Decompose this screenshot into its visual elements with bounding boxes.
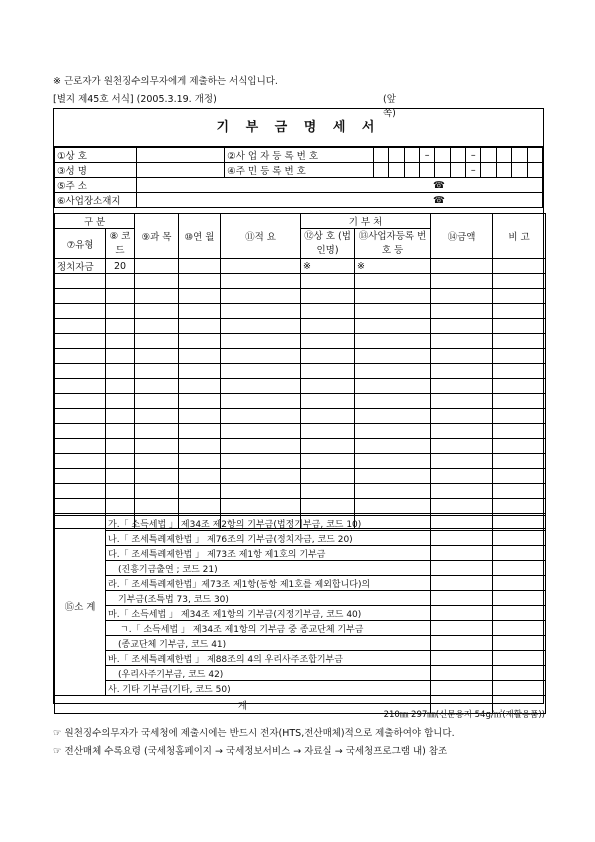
table-row <box>55 409 546 424</box>
table-cell[interactable] <box>135 439 179 454</box>
table-row <box>55 289 546 304</box>
table-cell[interactable] <box>355 289 431 304</box>
table-cell[interactable] <box>221 319 301 334</box>
table-cell[interactable] <box>179 409 221 424</box>
table-cell[interactable] <box>106 334 135 349</box>
table-cell[interactable] <box>135 304 179 319</box>
amount-header: ⑭금액 <box>431 214 493 259</box>
table-cell[interactable] <box>355 484 431 499</box>
table-cell[interactable] <box>135 319 179 334</box>
subtotal-item: (진흥기금출연 ; 코드 21) <box>106 561 431 576</box>
workplace-address-label: ⑥사업장소재지 <box>55 193 137 208</box>
table-cell[interactable] <box>106 364 135 379</box>
subtotal-item: 바.「 조세특례제한법 」 제88조의 4의 우리사주조합기부금 <box>106 651 431 666</box>
table-cell[interactable] <box>493 274 546 289</box>
form-reference <box>53 91 396 119</box>
table-cell[interactable] <box>431 409 493 424</box>
table-cell[interactable] <box>55 274 106 289</box>
workplace-address-input[interactable] <box>137 193 543 208</box>
table-cell[interactable] <box>301 349 355 364</box>
table-cell[interactable] <box>135 469 179 484</box>
table-cell[interactable] <box>431 499 493 514</box>
donation-detail-table <box>54 213 546 529</box>
table-cell[interactable] <box>221 349 301 364</box>
phone-icon: ☎ <box>433 194 445 206</box>
table-cell[interactable] <box>106 349 135 364</box>
table-cell[interactable] <box>106 379 135 394</box>
subtotal-item: 마.「 소득세법 」 제34조 제1항의 기부금(지정기부금, 코드 40) <box>106 606 431 621</box>
table-cell[interactable] <box>301 409 355 424</box>
subtotal-item: 가.「 소득세법 」 제34조 제2항의 기부금(법정기부금, 코드 10) <box>106 516 431 531</box>
subtotal-remarks-cell[interactable] <box>493 651 546 666</box>
subtotal-amount-cell[interactable] <box>431 621 493 636</box>
table-cell[interactable] <box>135 289 179 304</box>
table-row <box>55 379 546 394</box>
subtotal-remarks-cell[interactable] <box>493 531 546 546</box>
subtotal-amount-cell[interactable] <box>431 681 493 696</box>
subtotal-amount-cell[interactable] <box>431 651 493 666</box>
subtotal-remarks-cell[interactable] <box>493 561 546 576</box>
table-row <box>55 439 546 454</box>
total-label: 계 <box>55 696 431 714</box>
table-cell[interactable] <box>355 319 431 334</box>
table-cell[interactable] <box>493 289 546 304</box>
table-cell[interactable] <box>55 364 106 379</box>
info-table <box>54 147 543 208</box>
table-cell[interactable] <box>55 424 106 439</box>
business-reg-no-label: ②사 업 자 등 록 번 호 <box>225 148 374 163</box>
code-header: ⑧ 코드 <box>106 229 135 259</box>
donee-name-cell[interactable]: ※ <box>301 259 355 274</box>
table-cell[interactable] <box>431 304 493 319</box>
subtotal-table <box>54 515 546 714</box>
table-cell[interactable] <box>135 334 179 349</box>
subtotal-remarks-cell[interactable] <box>493 636 546 651</box>
table-cell[interactable] <box>55 334 106 349</box>
table-cell[interactable] <box>106 424 135 439</box>
media-note: ☞ 전산매체 수록요령 (국세청홈페이지 → 국세정보서비스 → 자료실 → 국세청프로그램 내) 참조 <box>53 746 448 757</box>
table-cell[interactable] <box>135 499 179 514</box>
table-cell[interactable] <box>493 484 546 499</box>
table-cell[interactable] <box>221 484 301 499</box>
table-cell[interactable] <box>493 364 546 379</box>
table-cell[interactable] <box>179 304 221 319</box>
table-cell[interactable] <box>135 409 179 424</box>
table-cell[interactable] <box>301 379 355 394</box>
table-row <box>55 394 546 409</box>
table-cell[interactable] <box>431 289 493 304</box>
table-cell[interactable] <box>221 424 301 439</box>
table-cell[interactable] <box>179 289 221 304</box>
table-cell[interactable] <box>179 469 221 484</box>
business-name-label: ①상 호 <box>55 148 137 163</box>
subtotal-amount-cell[interactable] <box>431 666 493 681</box>
table-cell[interactable] <box>493 499 546 514</box>
subtotal-remarks-cell[interactable] <box>493 591 546 606</box>
table-cell[interactable] <box>493 304 546 319</box>
table-cell[interactable] <box>55 454 106 469</box>
subtotal-item: 다.「 조세특례제한법 」 제73조 제1항 제1호의 기부금 <box>106 546 431 561</box>
table-cell[interactable] <box>135 349 179 364</box>
table-cell[interactable] <box>301 274 355 289</box>
subtotal-amount-cell[interactable] <box>431 546 493 561</box>
table-cell[interactable] <box>106 304 135 319</box>
subtotal-label: ⑮소 계 <box>55 516 106 696</box>
table-cell[interactable] <box>106 319 135 334</box>
subtotal-amount-cell[interactable] <box>431 561 493 576</box>
phone-icon: ☎ <box>433 179 445 191</box>
table-cell[interactable] <box>221 304 301 319</box>
table-cell[interactable] <box>179 454 221 469</box>
table-cell[interactable] <box>135 364 179 379</box>
business-name-input[interactable] <box>137 148 225 163</box>
table-cell[interactable] <box>179 499 221 514</box>
table-cell[interactable] <box>106 484 135 499</box>
subtotal-remarks-cell[interactable] <box>493 516 546 531</box>
table-cell[interactable] <box>355 469 431 484</box>
table-row <box>55 274 546 289</box>
remarks-header: 비 고 <box>493 214 546 259</box>
table-cell[interactable] <box>221 364 301 379</box>
paper-size-note: 210㎜ 297㎜(신문용지 54g/㎡(재활용품)) <box>383 710 545 720</box>
subtotal-amount-cell[interactable] <box>431 576 493 591</box>
subtotal-item: (종교단체 기부금, 코드 41) <box>106 636 431 651</box>
reg-dash: – <box>419 148 434 163</box>
table-cell[interactable] <box>55 409 106 424</box>
subject-header: ⑨과 목 <box>135 214 179 259</box>
subtotal-remarks-cell[interactable] <box>493 606 546 621</box>
table-cell[interactable] <box>106 394 135 409</box>
table-cell[interactable] <box>355 454 431 469</box>
table-cell[interactable] <box>221 499 301 514</box>
table-cell[interactable] <box>301 484 355 499</box>
resident-dash: – <box>466 163 481 178</box>
subtotal-item: 라.「 조세특례제한법」제73조 제1항(동항 제1호를 제외합니다)의 <box>106 576 431 591</box>
table-cell[interactable] <box>106 439 135 454</box>
table-row <box>55 319 546 334</box>
table-cell[interactable] <box>221 289 301 304</box>
table-cell[interactable] <box>221 409 301 424</box>
table-row <box>55 334 546 349</box>
table-cell[interactable] <box>301 319 355 334</box>
table-cell[interactable] <box>431 484 493 499</box>
table-cell[interactable] <box>301 334 355 349</box>
blank-rows <box>55 274 546 529</box>
table-cell[interactable] <box>106 499 135 514</box>
table-cell[interactable] <box>221 394 301 409</box>
subtotal-remarks-cell[interactable] <box>493 576 546 591</box>
table-cell[interactable] <box>493 379 546 394</box>
table-cell[interactable] <box>355 334 431 349</box>
submission-note: ☞ 원천징수의무자가 국세청에 제출시에는 반드시 전자(HTS,전산매체)적으로 제출하여야 합니다. <box>53 728 455 739</box>
subtotal-item: 기부금(조특법 73, 코드 30) <box>106 591 431 606</box>
table-cell[interactable] <box>431 364 493 379</box>
resident-reg-no-label: ④주 민 등 록 번 호 <box>225 163 374 178</box>
month-header: ⑩연 월 <box>179 214 221 259</box>
table-cell[interactable] <box>221 379 301 394</box>
table-cell[interactable] <box>179 394 221 409</box>
table-cell[interactable] <box>135 274 179 289</box>
table-cell[interactable] <box>55 304 106 319</box>
table-cell[interactable] <box>493 439 546 454</box>
subtotal-remarks-cell[interactable] <box>493 681 546 696</box>
table-cell[interactable] <box>55 349 106 364</box>
table-cell[interactable] <box>431 424 493 439</box>
table-cell[interactable] <box>301 289 355 304</box>
type-header: ⑦유형 <box>55 229 106 259</box>
code-cell: 20 <box>106 259 135 274</box>
table-row <box>55 424 546 439</box>
table-cell[interactable] <box>179 274 221 289</box>
table-cell[interactable] <box>431 454 493 469</box>
form-number: [별지 제45호 서식] (2005.3.19. 개정) <box>53 94 217 105</box>
category-header: 구 분 <box>55 214 135 229</box>
table-cell[interactable] <box>55 289 106 304</box>
table-cell[interactable] <box>493 334 546 349</box>
table-row <box>55 259 546 274</box>
table-cell[interactable] <box>179 319 221 334</box>
table-cell[interactable] <box>431 439 493 454</box>
subtotal-amount-cell[interactable] <box>431 636 493 651</box>
table-cell[interactable] <box>55 469 106 484</box>
table-cell[interactable] <box>179 364 221 379</box>
table-cell[interactable] <box>355 424 431 439</box>
table-cell[interactable] <box>301 394 355 409</box>
table-cell[interactable] <box>301 304 355 319</box>
table-cell[interactable] <box>355 274 431 289</box>
table-cell[interactable] <box>493 349 546 364</box>
table-cell[interactable] <box>106 274 135 289</box>
subtotal-item: 나.「 조세특례제한법 」 제76조의 기부금(정치자금, 코드 20) <box>106 531 431 546</box>
table-cell[interactable] <box>55 484 106 499</box>
table-cell[interactable] <box>106 409 135 424</box>
table-cell[interactable] <box>431 274 493 289</box>
table-cell[interactable] <box>179 349 221 364</box>
table-row <box>55 304 546 319</box>
table-cell[interactable] <box>55 379 106 394</box>
table-cell[interactable] <box>106 289 135 304</box>
donee-header: 기 부 처 <box>301 214 431 229</box>
table-cell[interactable] <box>221 454 301 469</box>
table-cell[interactable] <box>179 484 221 499</box>
table-row <box>55 484 546 499</box>
subtotal-item: ㄱ.「 소득세법 」 제34조 제1항의 기부금 중 종교단체 기부금 <box>106 621 431 636</box>
address-label: ⑤주 소 <box>55 178 137 193</box>
donee-name-header: ⑫상 호 (법인명) <box>301 229 355 259</box>
table-cell[interactable] <box>55 439 106 454</box>
donee-reg-header: ⑬사업자등록 번호 등 <box>355 229 431 259</box>
table-cell[interactable] <box>55 319 106 334</box>
subtotal-amount-cell[interactable] <box>431 591 493 606</box>
table-cell[interactable] <box>431 379 493 394</box>
table-cell[interactable] <box>221 334 301 349</box>
subtotal-item: 사. 기타 기부금(기타, 코드 50) <box>106 681 431 696</box>
table-cell[interactable] <box>221 439 301 454</box>
table-cell[interactable] <box>179 439 221 454</box>
table-cell[interactable] <box>179 424 221 439</box>
table-row <box>55 499 546 514</box>
table-cell[interactable] <box>493 424 546 439</box>
subtotal-amount-cell[interactable] <box>431 606 493 621</box>
donee-reg-cell[interactable]: ※ <box>355 259 431 274</box>
table-cell[interactable] <box>221 274 301 289</box>
table-cell[interactable] <box>221 469 301 484</box>
table-cell[interactable] <box>431 334 493 349</box>
table-cell[interactable] <box>179 334 221 349</box>
table-cell[interactable] <box>355 379 431 394</box>
subtotal-item: (우리사주기부금, 코드 42) <box>106 666 431 681</box>
table-row <box>55 364 546 379</box>
subtotal-remarks-cell[interactable] <box>493 621 546 636</box>
table-cell[interactable] <box>355 304 431 319</box>
form-title: 기 부 금 명 세 서 <box>54 109 543 147</box>
table-cell[interactable] <box>301 364 355 379</box>
table-cell[interactable] <box>355 439 431 454</box>
reg-dash: – <box>466 148 481 163</box>
table-row <box>55 349 546 364</box>
table-cell[interactable] <box>431 469 493 484</box>
table-cell[interactable] <box>355 409 431 424</box>
table-cell[interactable] <box>301 469 355 484</box>
table-cell[interactable] <box>135 424 179 439</box>
summary-header: ⑪적 요 <box>221 214 301 259</box>
table-cell[interactable] <box>106 469 135 484</box>
table-cell[interactable] <box>179 379 221 394</box>
table-cell[interactable] <box>135 484 179 499</box>
name-input[interactable] <box>137 163 225 178</box>
subtotal-amount-cell[interactable] <box>431 516 493 531</box>
table-cell[interactable] <box>431 394 493 409</box>
table-cell[interactable] <box>493 454 546 469</box>
donation-statement-form <box>53 108 544 712</box>
table-cell[interactable] <box>135 379 179 394</box>
table-cell[interactable] <box>431 349 493 364</box>
table-cell[interactable] <box>301 439 355 454</box>
table-cell[interactable] <box>493 319 546 334</box>
table-cell[interactable] <box>355 364 431 379</box>
form-instruction-note: ※ 근로자가 원천징수의무자에게 제출하는 서식입니다. <box>53 76 278 87</box>
table-cell[interactable] <box>355 349 431 364</box>
table-cell[interactable] <box>301 499 355 514</box>
table-cell[interactable] <box>431 319 493 334</box>
table-row <box>55 454 546 469</box>
table-cell[interactable] <box>493 394 546 409</box>
table-cell[interactable] <box>106 454 135 469</box>
table-cell[interactable] <box>135 454 179 469</box>
page-side-label: (앞 쪽) <box>383 94 396 119</box>
address-input[interactable] <box>137 178 543 193</box>
subtotal-amount-cell[interactable] <box>431 531 493 546</box>
table-row <box>55 469 546 484</box>
type-cell: 정치자금 <box>55 259 106 274</box>
table-cell[interactable] <box>493 409 546 424</box>
table-cell[interactable] <box>55 499 106 514</box>
name-label: ③성 명 <box>55 163 137 178</box>
table-cell[interactable] <box>301 424 355 439</box>
footer-notes <box>53 725 455 761</box>
table-cell[interactable] <box>355 394 431 409</box>
table-cell[interactable] <box>55 394 106 409</box>
table-cell[interactable] <box>493 469 546 484</box>
table-cell[interactable] <box>301 454 355 469</box>
table-cell[interactable] <box>135 394 179 409</box>
subtotal-remarks-cell[interactable] <box>493 546 546 561</box>
subtotal-remarks-cell[interactable] <box>493 666 546 681</box>
table-cell[interactable] <box>355 499 431 514</box>
